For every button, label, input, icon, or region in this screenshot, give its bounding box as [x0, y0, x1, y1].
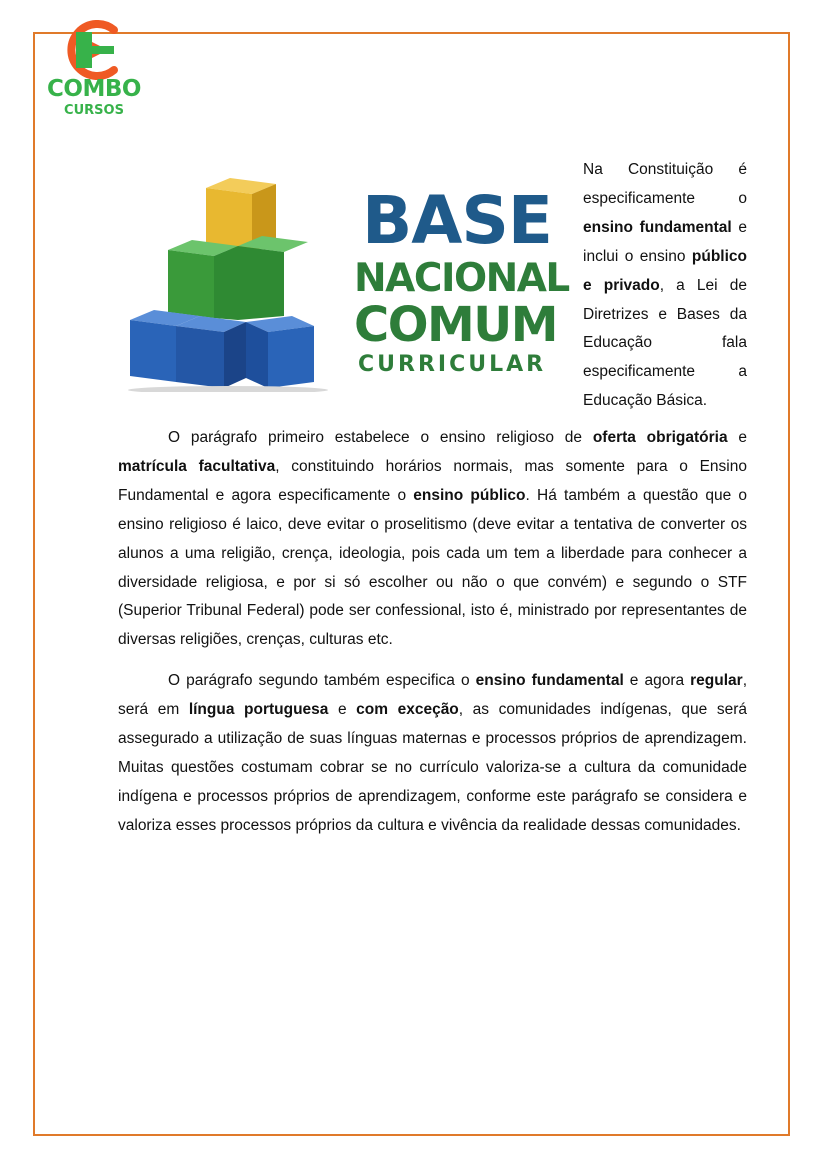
- text-segment: O parágrafo primeiro estabelece o ensino religioso de: [168, 429, 593, 446]
- text-segment: , será em: [118, 672, 748, 719]
- side-text-bold-segment: ensino fundamental: [583, 218, 732, 236]
- stacked-cubes-icon: [118, 170, 358, 392]
- body-text: [118, 424, 747, 853]
- bncc-word-comum: COMUM: [354, 297, 558, 353]
- side-text-bold-segment: público e privado: [583, 247, 747, 294]
- bold-segment: com exceção: [356, 701, 459, 719]
- bold-segment: ensino público: [413, 486, 526, 504]
- text-segment: . Há também a questão que o ensino religioso é laico, deve evitar o proselitismo (deve evitar a tentativa de converter os alunos a uma religião, crença, ideologia, pois cada um tem a liberdade para conhecer a diversidade religiosa, e por si só escolher ou não o que convém) e segundo o STF (Superior Tribunal Federal) pode ser confessional, isto é, ministrado por representantes de diversas religiões, crenças, culturas etc.: [118, 486, 747, 649]
- bncc-word-nacional: NACIONAL: [354, 256, 569, 301]
- combo-cursos-logo: [44, 20, 144, 122]
- text-segment: e: [727, 429, 748, 446]
- text-segment: , constituindo horários normais, mas somente para o Ensino Fundamental e agora especificamente o: [118, 457, 747, 504]
- text-segment: e agora: [623, 672, 691, 690]
- side-paragraph: [583, 156, 747, 416]
- logo-cursos-text: CURSOS: [64, 103, 124, 118]
- paragraph-first: [118, 424, 747, 655]
- side-text-segment: e inclui o ensino: [583, 218, 747, 265]
- bold-segment: matrícula facultativa: [118, 457, 276, 475]
- bold-segment: ensino fundamental: [475, 672, 624, 690]
- side-text-segment: Na Constituição é especificamente o: [583, 161, 747, 207]
- text-segment: O parágrafo segundo também especifica o: [168, 672, 476, 690]
- text-segment: e: [328, 701, 357, 719]
- bncc-word-base: BASE: [362, 182, 553, 259]
- bncc-illustration: [118, 170, 578, 392]
- text-segment: , as comunidades indígenas, que será assegurado a utilização de suas línguas maternas e processos próprios de aprendizagem. Muitas questões costumam cobrar se no currículo valoriza-se a cultura da comunidade indígena e processos próprios de aprendizagem, conforme este parágrafo se considera e valoriza esses processos próprios da cultura e vivência da realidade dessas comunidades.: [118, 701, 747, 834]
- bold-segment: língua portuguesa: [188, 701, 329, 719]
- bold-segment: oferta obrigatória: [592, 429, 728, 446]
- side-text-segment: , a Lei de Diretrizes e Bases da Educação fala especificamente a Educação Básica.: [583, 276, 747, 410]
- logo-c-mark-icon: [62, 20, 126, 80]
- bncc-word-curricular: CURRICULAR: [358, 352, 547, 377]
- logo-combo-text: COMBO: [47, 76, 141, 102]
- paragraph-second: [118, 667, 747, 840]
- bold-segment: regular: [690, 672, 743, 690]
